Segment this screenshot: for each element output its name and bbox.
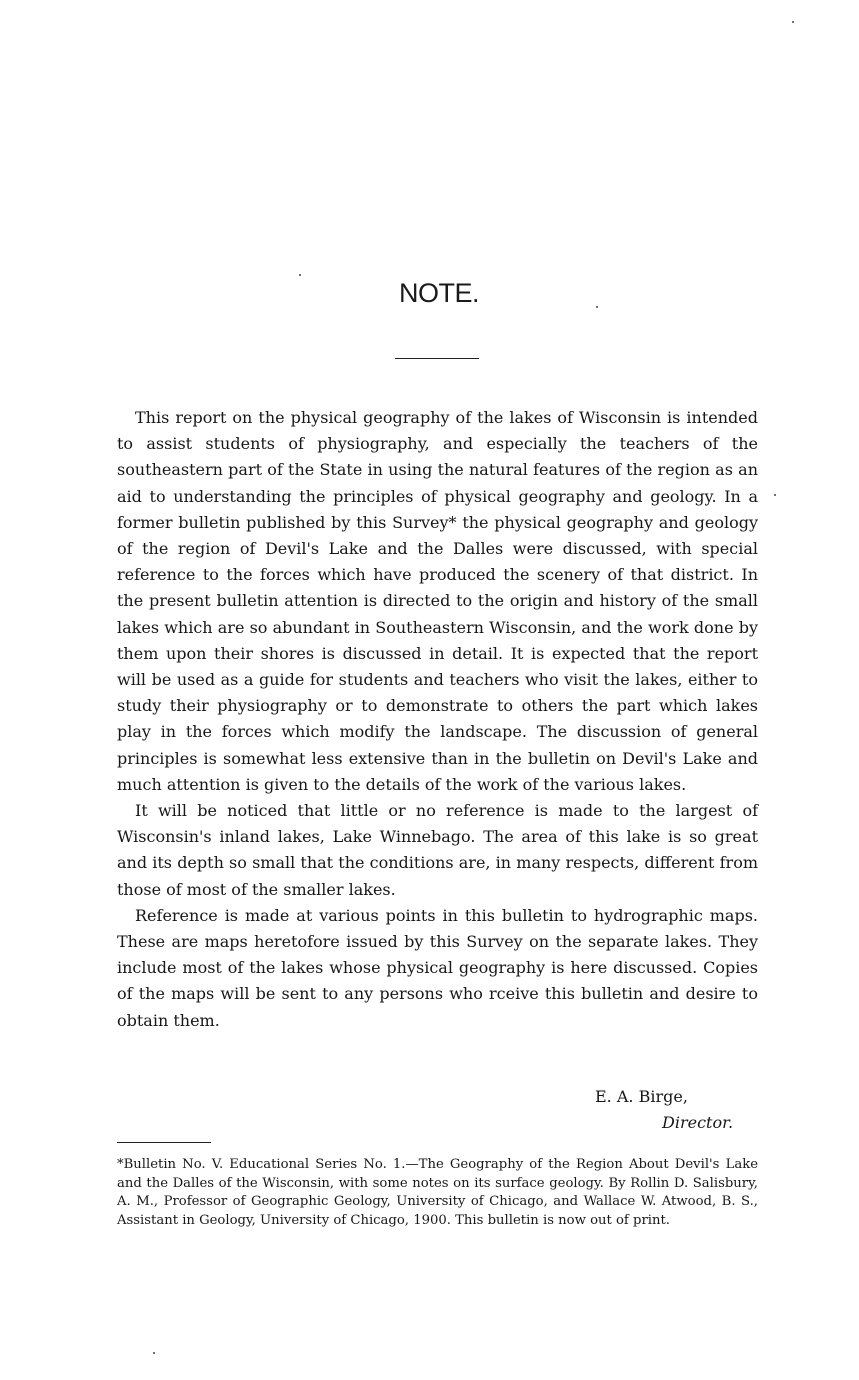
paragraph-2: It will be noticed that little or no reference is made to the largest of Wisconsin's inland lakes, Lake Winnebago. The area of this lake is so great and its depth so small that the conditions are, in many respects, different from those of most of the smaller lakes.: [117, 801, 758, 899]
signature-name: E. A. Birge,: [595, 1087, 688, 1106]
scan-speck: [153, 1352, 155, 1354]
paragraph-1: This report on the physical geography of the lakes of Wisconsin is intended to assist students of physiography, and especially the teachers of the southeastern part of the State in using the natural features of the region as an aid to understanding the principles of physical geography and geology. In a former bulletin published by this Survey* the physical geography and geology of the region of Devil's Lake and the Dalles were discussed, with special reference to the forces which have produced the scenery of that district. In the present bulletin attention is directed to the origin and history of the small lakes which are so abundant in Southeastern Wisconsin, and the work done by them upon their shores is discussed in detail. It is expected that the report will be used as a guide for students and teachers who visit the lakes, either to study their physiography or to demonstrate to others the part which lakes play in the forces which modify the landscape. The discussion of general principles is somewhat less extensive than in the bulletin on Devil's Lake and much attention is given to the details of the work of the various lakes.: [117, 408, 758, 794]
scan-speck: [596, 306, 598, 308]
footnote: *Bulletin No. V. Educational Series No. 1.—The Geography of the Region About Devil's Lake and the Dalles of the Wisconsin, with some notes on its surface geology. By Rollin D. Salisbury, A. M., Professor of Geographic Geology, University of Chicago, and Wallace W. Atwood, B. S., Assistant in Geology, University of Chicago, 1900. This bulletin is now out of print.: [117, 1157, 758, 1228]
title-divider: [395, 358, 479, 359]
scan-speck: [774, 494, 776, 496]
signature-title: Director.: [662, 1113, 734, 1132]
page-title: NOTE.: [398, 278, 479, 308]
paragraph-3: Reference is made at various points in this bulletin to hydrographic maps. These are maps heretofore issued by this Survey on the separate lakes. They include most of the lakes whose physical geography is here discussed. Copies of the maps will be sent to any persons who rceive this bulletin and desire to obtain them.: [117, 905, 758, 1030]
body-text: [117, 405, 758, 1034]
scan-speck: [299, 274, 301, 276]
footnote-divider: [117, 1142, 211, 1143]
scan-speck: [792, 21, 794, 23]
